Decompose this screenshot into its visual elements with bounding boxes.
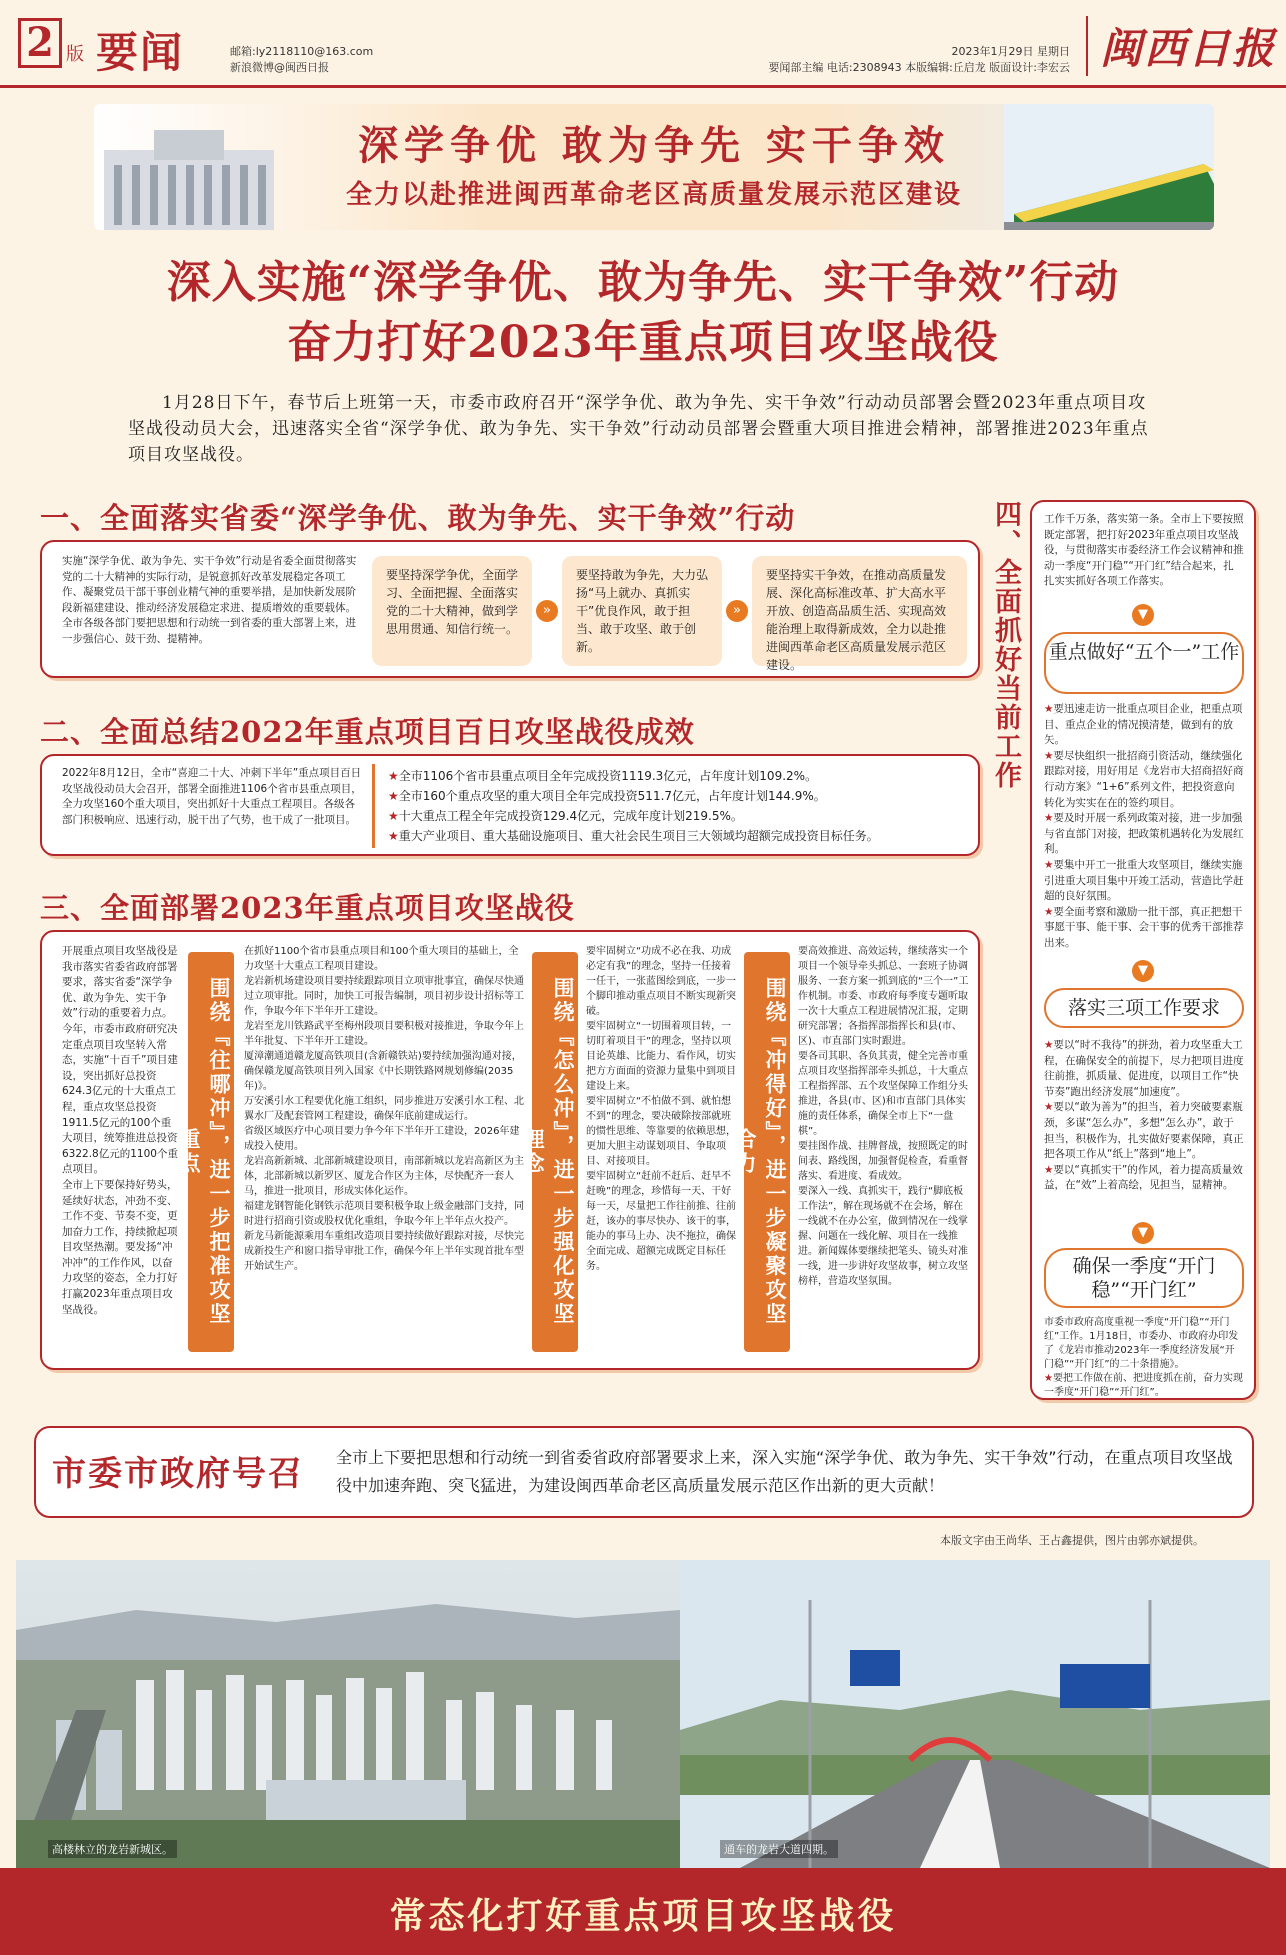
star-icon: ★ (1044, 812, 1054, 825)
section3-box (40, 930, 980, 1370)
date-text: 2023年1月29日 星期日 (951, 45, 1070, 58)
call-text: 全市上下要把思想和行动统一到省委省政府部署要求上来，深入实施“深学争优、敢为争先、实干争效”行动，在重点项目攻坚战役中加速奔跑、突飞猛进，为建设闽西革命老区高质量发展示范区作出新的更大贡献！ (336, 1448, 1233, 1495)
headline-line2: 奋力打好2023年重点项目攻坚战役 (287, 317, 999, 368)
city-aerial-photo (16, 1560, 680, 1868)
star-icon: ★ (388, 769, 399, 783)
section3-intro: 开展重点项目攻坚战役是我市落实省委省政府部署要求，落实省委“深学争优、敢为争先、实干争效”行动的重要着力点。今年，市委市政府研究决定重点项目攻坚转入常态，实施“十百千”项目建设，突出抓好总投资624.3亿元的十大重点工程，重点攻坚总投资1911.5亿元的100个重大项目，统筹推进总投资6322.8亿元的1100个重点项目。 全市上下要保持好势头，延续好状态，冲劲不变、工作不变、节奏不变，更加奋力工作，持续掀起项目攻坚热潮。要发扬“冲冲冲”的工作作风，以奋力攻坚的姿态，全力打好打赢2023年重点项目攻坚战役。 (62, 945, 178, 1316)
weibo-text: 新浪微博@闽西日报 (230, 61, 329, 74)
section4-list1 (1044, 702, 1244, 952)
star-icon: ★ (388, 829, 399, 843)
list-item: ★全市160个重点攻坚的重大项目全年完成投资511.7亿元，占年度计划144.9%。 (388, 789, 826, 803)
section3-text-how: 要牢固树立“功成不必在我、功成必定有我”的理念，坚持一任接着一任干，一张蓝图绘到底，一步一个脚印推动重点项目不断实现新突破。 要牢固树立“一切围着项目转，一切盯着项目干”的理念，坚持以项目论英雄、比能力、看作风，切实把方方面面的资源力量集中到项目建设上来。 要牢固树立“不怕做不到、就怕想不到”的理念，要决破除按部就班的惯性思维、等靠要的依赖思想，更加大胆主动谋划项目、争取项目、对接项目。 要牢固树立“赶前不赶后、赶早不赶晚”的理念，珍惜每一天、干好每一天，尽量把工作往前推、往前赶，该办的事尽快办、该干的事，能办的事马上办、决不拖拉，确保全面完成、超额完成既定目标任务。 (586, 946, 736, 1272)
list-item: ★要迅速走访一批重点项目企业，把重点项目、重点企业的情况摸清楚，做到有的放矢。 (1044, 703, 1243, 747)
edition-info (720, 44, 1070, 76)
road-photo (680, 1560, 1270, 1868)
section4-sub2: 落实三项工作要求 (1044, 988, 1244, 1028)
call-title: 市委市政府号召 (52, 1454, 304, 1494)
divider (372, 764, 375, 848)
star-icon: ★ (388, 789, 399, 803)
lead-paragraph: 1月28日下午，春节后上班第一天，市委市政府召开“深学争优、敢为争先、实干争效”行动动员部署会暨2023年重点项目攻坚战役动员大会，迅速落实全省“深学争优、敢为争先、实干争效”行动动员部署会暨重大项目推进会精神，部署推进2023年重点项目攻坚战役。 (128, 393, 1149, 465)
newspaper-logo: 闽西日报 (1086, 16, 1276, 76)
list-item: ★十大重点工程全年完成投资129.4亿元，完成年度计划219.5%。 (388, 809, 743, 823)
list-item: ★要全面考察和激励一批干部，真正把想干事愿干事、能干事、会干事的优秀干部推荐出来。 (1044, 905, 1244, 949)
masthead (0, 0, 1286, 88)
section4-intro: 工作千万条，落实第一条。全市上下要按照既定部署，把打好2023年重点项目攻坚战役，与贯彻落实市委经济工作会议精神和推动一季度“开门稳”“开门红”结合起来，扎扎实实抓好各项工作落实。 (1044, 513, 1244, 588)
star-icon: ★ (1044, 1373, 1053, 1384)
star-icon: ★ (388, 809, 399, 823)
footer-banner (0, 1868, 1286, 1955)
section2-box (40, 754, 980, 856)
star-icon: ★ (1044, 858, 1054, 871)
section1-box (40, 540, 980, 678)
section4-list2 (1044, 1038, 1244, 1194)
section1-title: 一、全面落实省委“深学争优、敢为争先、实干争效”行动 (40, 501, 796, 535)
page-ban-label: 版 (66, 44, 84, 65)
section3-bar-where: 围绕『往哪冲』，进一步把准攻坚重点 (188, 952, 234, 1352)
banner-subslogan: 全力以赴推进闽西革命老区高质量发展示范区建设 (345, 180, 962, 210)
section1-intro: 实施“深学争优、敢为争先、实干争效”行动是省委全面贯彻落实党的二十大精神的实际行动，是锐意抓好改革发展稳定各项工作、凝聚党员干部干事创业精气神的重要举措，是加快新发展阶段新福建建设、推动经济发展稳定求进、提质增效的重要载体。全市各级各部门要把思想和行动统一到省委的重大部署上来，进一步强信心、鼓干劲、提精神。 (62, 555, 357, 645)
list-item: ★要集中开工一批重大攻坚项目，继续实施引进重大项目集中开竣工活动，营造比学赶超的良好氛围。 (1044, 858, 1244, 903)
arrow-down-icon: ▼ (1132, 604, 1154, 626)
chevron-right-icon: » (536, 600, 558, 622)
arrow-down-icon: ▼ (1132, 1222, 1154, 1244)
email-text: 邮箱:ly2118110@163.com (230, 45, 374, 58)
star-icon: ★ (1044, 1163, 1054, 1176)
list-item: ★重大产业项目、重大基础设施项目、重大社会民生项目三大领域均超额完成投资目标任务。 (388, 829, 879, 843)
contact-info (230, 44, 373, 76)
banner-slogan: 深学争优 敢为争先 实干争效 (358, 122, 950, 169)
section1-point3: 要坚持实干争效，在推动高质量发展、深化高标准改革、扩大高水平开放、创造高品质生活、实现高效能治理上取得新成效，全力以赴推进闽西革命老区高质量发展示范区建设。 (752, 556, 967, 666)
star-icon: ★ (1044, 703, 1054, 715)
section1-point2: 要坚持敢为争先，大力弘扬“马上就办、真抓实干”优良作风，敢于担当、敢于攻坚、敢于创新。 (562, 556, 722, 666)
list-item: ★全市1106个省市县重点项目全年完成投资1119.3亿元，占年度计划109.2%。 (388, 769, 818, 783)
section4-box (1030, 500, 1256, 1400)
star-icon: ★ (1044, 1039, 1054, 1051)
section3-text-where: 在抓好1100个省市县重点项目和100个重大项目的基础上，全力攻坚十大重点工程项目建设。 龙岩新机场建设项目要持续跟踪项目立项审批事宜，确保尽快通过立项审批。同时，加快工可报告编制，项目初步设计招标等工作，争取今年下半年开工建设。 龙岩至龙川铁路武平至梅州段项目要积极对接推进，争取今年上半年批复、下半年开工建设。 厦漳潮通道赣龙厦高铁项目(含新赣铁站)要持续加强沟通对接，确保赣龙厦高铁项目列入国家《中长期铁路网规划修编(2035年)》。 万安溪引水工程要优化施工组织，同步推进万安溪引水工程、北翼水厂及配套管网工程建设，确保年底前建成运行。 省级区域医疗中心项目要力争今年下半年开工建设，2026年建成投入使用。 龙岩高新新城、北部新城建设项目，南部新城以龙岩高新区为主体，北部新城以新罗区、厦龙合作区为主体，尽快配齐一套人马，推进一批项目，形成实体化运作。 福建龙钢智能化钢铁示范项目要积极争取上级金融部门支持，同时进行招商引资或股权优化重组，争取今年上半年点火投产。 新龙马新能源乘用车重组改造项目要持续做好跟踪对接，尽快完成新投生产和窗口指导审批工作，确保今年上半年实现首批车型开始试生产。 (244, 946, 524, 1272)
list-item: ★要把工作做在前、把进度抓在前，奋力实现一季度“开门稳”“开门红”。 (1044, 1373, 1243, 1398)
section3-bar-how: 围绕『怎么冲』，进一步强化攻坚理念 (532, 952, 578, 1352)
section2-list (388, 766, 968, 846)
section3-text-good: 要高效推进、高效运转，继续落实一个项目一个领导牵头抓总、一套班子协调服务、一套方案一抓到底的“三个一”工作机制。市委、市政府每季度专题听取一次十大重点工程进展情况汇报，定期研究部署；各指挥部指挥长和县(市、区)、市直部门实时跟进。 要各司其职、各负其责，健全完善市重点项目攻坚指挥部牵头抓总，十大重点工程指挥部、五个攻坚保障工作组分头推进，各县(市、区)和市直部门具体实施的责任体系，确保全市上下“一盘棋”。 要挂图作战、挂牌督战，按照既定的时间表、路线图，加强督促检查，看重督落实、看进度、看成效。 要深入一线、真抓实干，践行“脚底板工作法”，解在现场就不在会场，解在一线就不在办公室，做到情况在一线掌握、问题在一线化解、项目在一线推进。新闻媒体要继续把笔头、镜头对准一线，进一步讲好攻坚故事，树立攻坚榜样，营造攻坚氛围。 (798, 946, 969, 1287)
photo-caption-road: 通车的龙岩大道四期。 (720, 1840, 838, 1858)
page-number: 2 (18, 18, 62, 68)
list-item: ★要以“敢为善为”的担当，着力突破要素瓶颈，多谋“怎么办”，多想“怎么办”，敢于担当，积极作为，扎实做好要素保障，真正把各项工作从“纸上”落到“地上”。 (1044, 1101, 1244, 1161)
headline-line1: 深入实施“深学争优、敢为争先、实干争效”行动 (166, 257, 1120, 308)
theme-banner (94, 104, 1214, 230)
star-icon: ★ (1044, 1101, 1054, 1114)
section4-sub3: 确保一季度“开门稳”“开门红” (1044, 1248, 1244, 1308)
star-icon: ★ (1044, 749, 1054, 762)
footer-slogan: 常态化打好重点项目攻坚战役 (389, 1895, 897, 1937)
section2-title: 二、全面总结2022年重点项目百日攻坚战役成效 (40, 715, 695, 749)
photo-credit: 本版文字由王尚华、王占鑫提供，图片由郭亦斌提供。 (940, 1534, 1204, 1547)
editors-text: 要闻部主编 电话:2308943 本版编辑:丘启龙 版面设计:李宏云 (768, 61, 1070, 74)
list-item: ★要以“真抓实干”的作风，着力提高质量效益，在“效”上着高绘，见担当，显精神。 (1044, 1163, 1243, 1192)
section2-intro: 2022年8月12日，全市“喜迎二十大、冲刺下半年”重点项目百日攻坚战役动员大会召开，部署全面推进1106个省市县重点项目，全力攻坚160个重大项目，突出抓好十大重点工程项目。各级各部门积极响应、迅速行动，脱干出了气势，也干成了一批项目。 (62, 767, 362, 826)
arrow-down-icon: ▼ (1132, 960, 1154, 982)
list-item: ★要以“时不我待”的拼劲，着力攻坚重大工程，在确保安全的前提下，尽力把项目进度往前推，抓质量、促进度，以项目工作“快节奏”跑出经济发展“加速度”。 (1044, 1039, 1244, 1098)
section1-point1: 要坚持深学争优，全面学习、全面把握、全面落实党的二十大精神，做到学思用贯通、知信行统一。 (372, 556, 532, 666)
section4-list3 (1044, 1316, 1244, 1400)
list-item: ★要尽快组织一批招商引资活动，继续强化跟踪对接，用好用足《龙岩市大招商招好商行动方案》“1+6”系列文件，把投资意向转化为实实在在的签约项目。 (1044, 749, 1244, 809)
call-to-action-box (34, 1426, 1254, 1518)
list-item: ★要及时开展一系列政策对接，进一步加强与省直部门对接，把政策机遇转化为发展红利。 (1044, 812, 1244, 856)
list-item: 市委市政府高度重视一季度“开门稳”“开门红”工作。1月18日，市委办、市政府办印发了《龙岩市推动2023年一季度经济发展“开门稳”“开门红”的二十条措施》。 (1044, 1317, 1239, 1370)
section3-title: 三、全面部署2023年重点项目攻坚战役 (40, 891, 575, 925)
star-icon: ★ (1044, 905, 1054, 918)
section-title: 要闻 (96, 28, 185, 77)
chevron-right-icon: » (726, 600, 748, 622)
section3-bar-good: 围绕『冲得好』，进一步凝聚攻坚合力 (744, 952, 790, 1352)
photo-caption-city: 高楼林立的龙岩新城区。 (48, 1840, 177, 1858)
section4-title: 四、全面抓好当前工作 (990, 500, 1021, 790)
section4-sub1: 重点做好“五个一”工作 (1044, 632, 1244, 694)
